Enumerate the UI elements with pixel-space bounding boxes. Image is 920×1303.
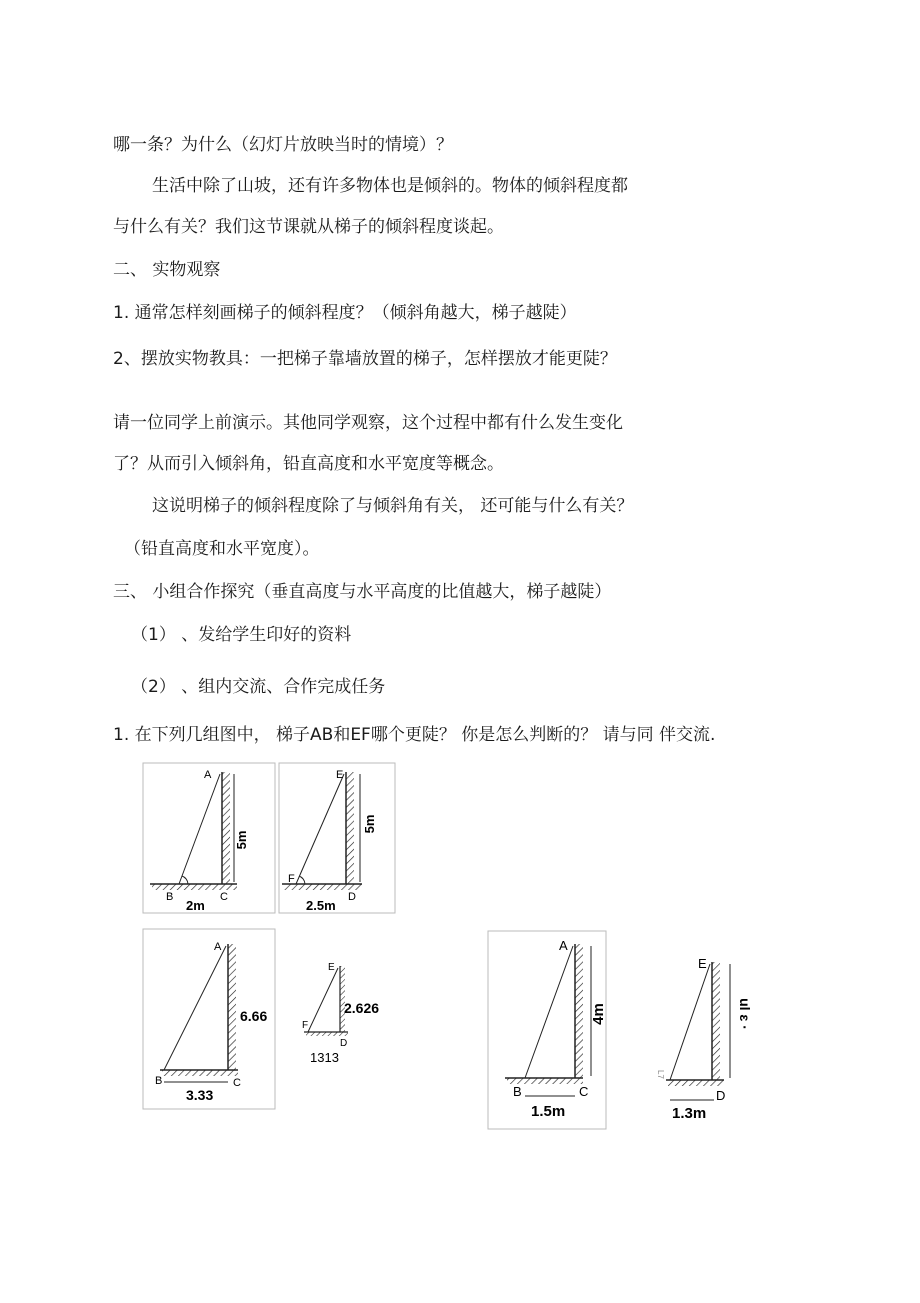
text-line-5: 1. 通常怎样刻画梯子的倾斜程度？（倾斜角越大，梯子越陡）: [113, 303, 577, 323]
frame: [279, 763, 395, 913]
wall-hatch: [346, 772, 354, 884]
ladder-line: [308, 968, 338, 1032]
label-height: 4m: [590, 1003, 607, 1025]
wall-hatch: [712, 962, 720, 1080]
ladder-line: [296, 774, 344, 884]
ladder-figure-3: [142, 928, 276, 1110]
text-line-10: （铅直高度和水平宽度）。: [124, 539, 320, 559]
text-line-1: 哪一条？为什么（幻灯片放映当时的情境）？: [113, 135, 453, 155]
ladder-line: [525, 946, 573, 1078]
label-foot: D: [340, 1038, 348, 1049]
ladder-figure-2: [278, 762, 396, 914]
text-line-7: 请一位同学上前演示。其他同学观察，这个过程中都有什么发生变化: [113, 413, 623, 433]
angle-arc: [299, 876, 305, 884]
label-bottom: B: [155, 1075, 163, 1087]
wall-hatch: [340, 966, 345, 1032]
ladder-figure-4: [298, 958, 398, 1070]
label-bottom: B: [513, 1084, 522, 1099]
text-line-8: 了？从而引入倾斜角，铅直高度和水平宽度等概念。: [113, 454, 504, 474]
label-top: E: [328, 962, 335, 973]
label-width: 1.5m: [531, 1103, 566, 1120]
label-top: A: [214, 941, 222, 953]
ladder-line: [164, 946, 226, 1070]
ladder-figure-1: [142, 762, 276, 914]
label-foot: C: [233, 1077, 241, 1089]
label-height: 2.626: [344, 1000, 380, 1016]
label-width: 2.5m: [306, 898, 336, 913]
text-line-3: 与什么有关？我们这节课就从梯子的倾斜程度谈起。: [113, 217, 504, 237]
label-width: 3.33: [186, 1087, 214, 1103]
ladder-figure-6: [648, 950, 768, 1126]
text-line-9: 这说明梯子的倾斜程度除了与倾斜角有关， 还可能与什么有关？: [152, 496, 634, 516]
wall-hatch: [222, 772, 230, 884]
label-foot: D: [348, 891, 356, 903]
label-width: 2m: [186, 898, 205, 913]
ground-hatch: [668, 1080, 724, 1086]
side-mark: L7: [656, 1070, 665, 1079]
label-height: 6.66: [240, 1008, 268, 1024]
text-line-6: 2、摆放实物教具：一把梯子靠墙放置的梯子，怎样摆放才能更陡？: [113, 349, 617, 369]
label-width: 1313: [310, 1050, 339, 1065]
label-top: E: [336, 769, 344, 781]
label-bottom: F: [288, 873, 295, 885]
ladder-figure-5: [487, 930, 607, 1130]
frame: [143, 763, 275, 913]
question-1: 1. 在下列几组图中， 梯子AB和EF哪个更陡？ 你是怎么判断的？ 请与同 伴交流.: [113, 725, 716, 745]
label-bottom: B: [166, 891, 174, 903]
ladder-line: [179, 774, 220, 884]
section-heading-3: 三、 小组合作探究（垂直高度与水平高度的比值越大，梯子越陡）: [113, 582, 612, 602]
label-foot: C: [579, 1084, 589, 1099]
section-heading-2: 二、 实物观察: [113, 260, 221, 280]
label-width: 1.3m: [672, 1105, 707, 1122]
label-foot: D: [716, 1088, 726, 1103]
label-top: E: [698, 956, 707, 971]
label-foot: C: [220, 891, 228, 903]
text-line-12: （1） 、发给学生印好的资料: [131, 625, 352, 645]
ladder-line: [670, 964, 710, 1080]
ground-hatch: [162, 1070, 238, 1076]
label-height: 5m: [234, 830, 249, 850]
label-height: 5m: [362, 814, 377, 834]
wall-hatch: [228, 944, 236, 1070]
label-height: ul ɛ ·: [737, 998, 753, 1030]
frame: [488, 931, 606, 1129]
ground-hatch: [284, 884, 362, 890]
wall-hatch: [575, 944, 583, 1078]
text-line-2: 生活中除了山坡，还有许多物体也是倾斜的。物体的倾斜程度都: [152, 176, 628, 196]
label-top: A: [559, 938, 568, 953]
ground-hatch: [152, 884, 237, 890]
label-top: A: [204, 769, 212, 781]
label-bottom: F: [302, 1020, 309, 1031]
text-line-13: （2） 、组内交流、合作完成任务: [131, 677, 386, 697]
angle-arc: [182, 876, 188, 884]
